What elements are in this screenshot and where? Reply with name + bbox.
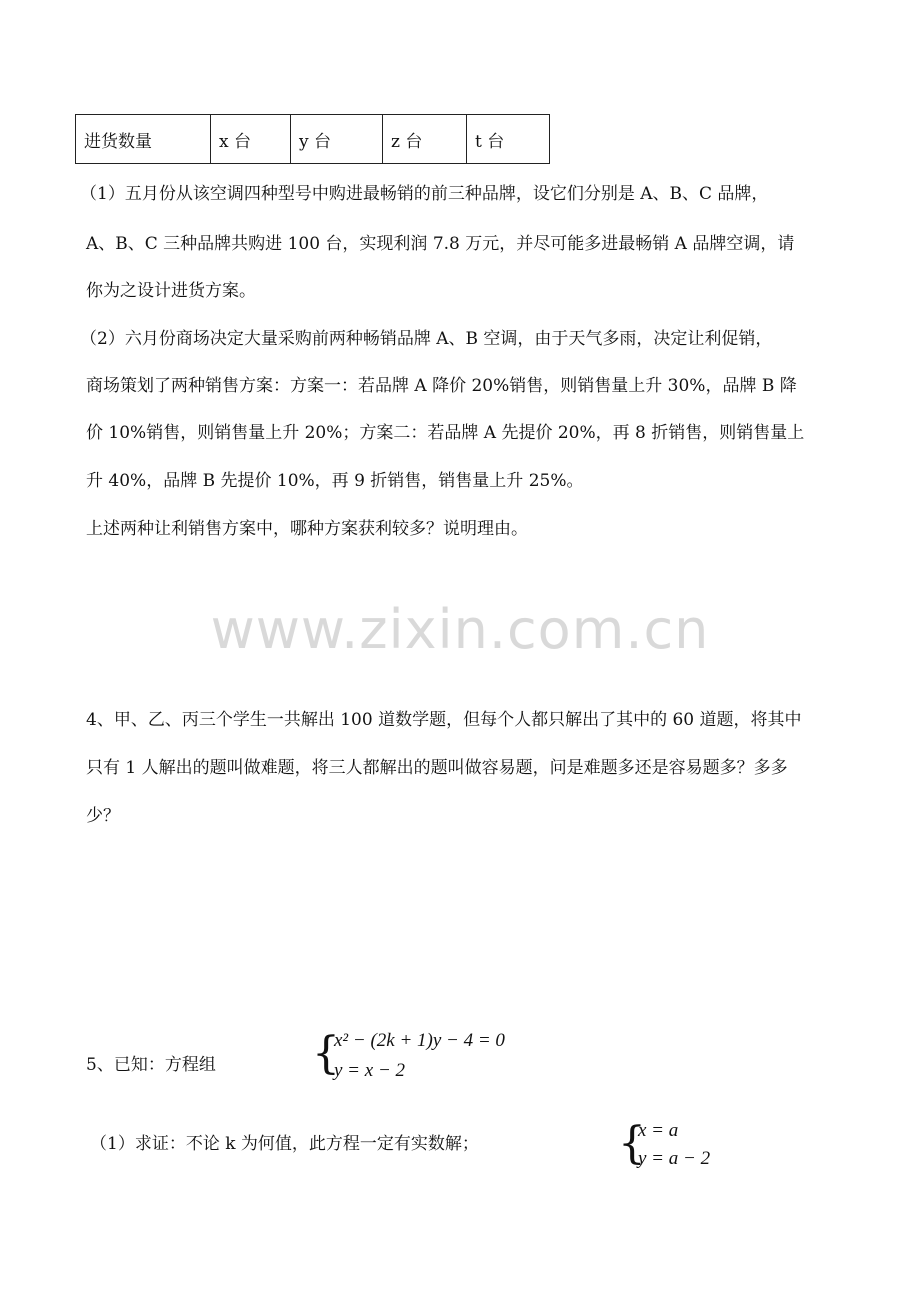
- table-cell-z: z 台: [383, 115, 467, 164]
- text-line: 4、甲、乙、丙三个学生一共解出 100 道数学题，但每个人都只解出了其中的 60 道题，将其中: [86, 710, 802, 730]
- table-cell-t: t 台: [467, 115, 550, 164]
- left-brace: {: [618, 1118, 646, 1169]
- text-line: 只有 1 人解出的题叫做难题，将三人都解出的题叫做容易题，问是难题多还是容易题多？多多: [86, 758, 788, 778]
- text-line: 你为之设计进货方案。: [86, 281, 256, 301]
- text-line: 上述两种让利销售方案中，哪种方案获利较多？说明理由。: [86, 519, 528, 539]
- table-row: [76, 115, 550, 164]
- question-5-label: 5、已知：方程组: [86, 1055, 216, 1075]
- text-line: A、B、C 三种品牌共购进 100 台，实现利润 7.8 万元，并尽可能多进最畅销 A 品牌空调，请: [86, 234, 795, 254]
- text-line: （1）五月份从该空调四种型号中购进最畅销的前三种品牌，设它们分别是 A、B、C 品牌，: [80, 184, 769, 204]
- table-cell-x: x 台: [211, 115, 291, 164]
- equation-1: x² − (2k + 1)y − 4 = 0: [334, 1030, 505, 1051]
- text-line: 少？: [86, 806, 120, 826]
- watermark: www.zixin.com.cn: [210, 598, 710, 661]
- table-header-cell: 进货数量: [76, 115, 211, 164]
- text-line: 商场策划了两种销售方案：方案一：若品牌 A 降价 20%销售，则销售量上升 30%，品牌 B 降: [86, 376, 797, 396]
- solution-equation-1: x = a: [638, 1120, 679, 1141]
- left-brace: {: [312, 1028, 340, 1079]
- text-line: 升 40%，品牌 B 先提价 10%，再 9 折销售，销售量上升 25%。: [86, 471, 584, 491]
- text-line: （2）六月份商场决定大量采购前两种畅销品牌 A、B 空调，由于天气多雨，决定让利促销，: [80, 329, 773, 349]
- equation-2: y = x − 2: [334, 1060, 406, 1081]
- question-5-part-1: （1）求证：不论 k 为何值，此方程一定有实数解；: [90, 1134, 479, 1154]
- table-cell-y: y 台: [291, 115, 383, 164]
- solution-equation-2: y = a − 2: [638, 1148, 711, 1169]
- stock-quantity-table: [75, 114, 550, 164]
- text-line: 价 10%销售，则销售量上升 20%；方案二：若品牌 A 先提价 20%，再 8 折销售，则销售量上: [86, 423, 805, 443]
